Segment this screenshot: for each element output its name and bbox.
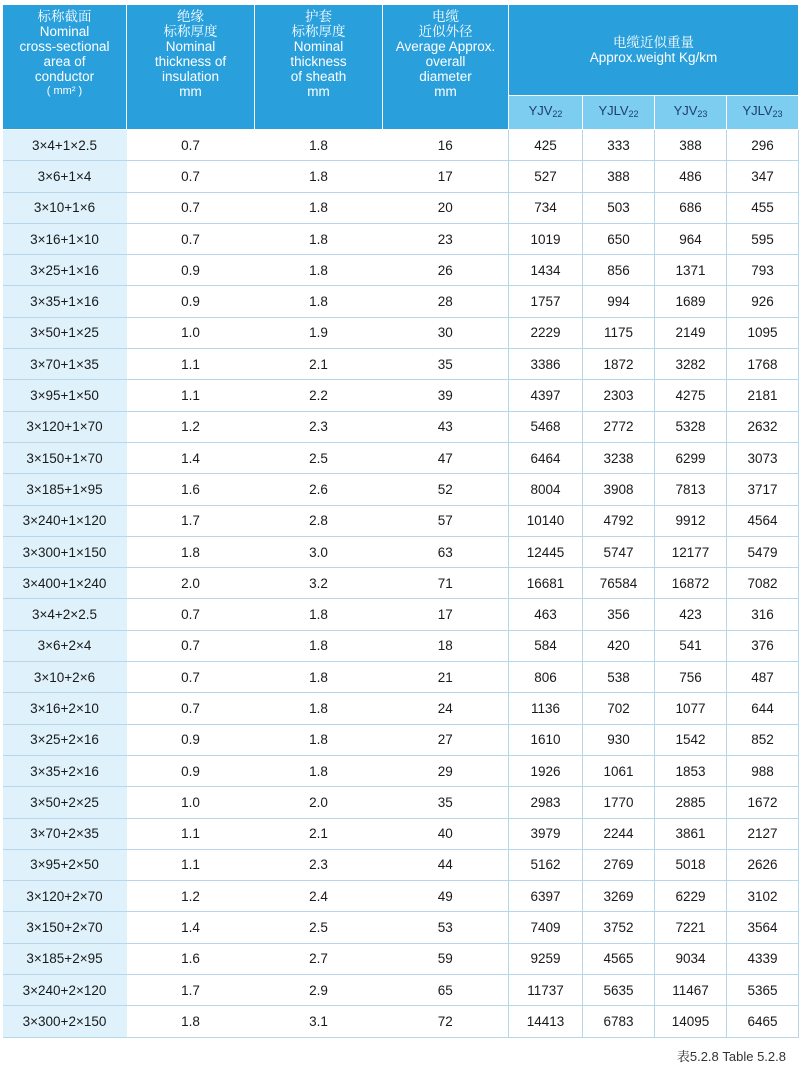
- conductor-cell: 3×240+1×120: [3, 505, 127, 536]
- yjlv23-cell: 926: [727, 286, 799, 317]
- header-sheath: 护套 标称厚度 Nominal thickness of sheath mm: [255, 5, 383, 130]
- table-row: [3, 693, 799, 724]
- sheath-cell: 3.0: [255, 536, 383, 567]
- insulation-cell: 0.7: [127, 192, 255, 223]
- table-row: [3, 787, 799, 818]
- conductor-cell: 3×6+2×4: [3, 630, 127, 661]
- subheader-yjlv23: $YJLV_{23}$: [727, 96, 799, 130]
- yjv22-cell: 1136: [509, 693, 583, 724]
- table-row: [3, 1006, 799, 1037]
- yjv22-cell: 2983: [509, 787, 583, 818]
- diameter-cell: 35: [383, 787, 509, 818]
- yjlv23-cell: 852: [727, 724, 799, 755]
- yjlv23-cell: 2626: [727, 849, 799, 880]
- yjv23-cell: 11467: [655, 975, 727, 1006]
- diameter-cell: 47: [383, 442, 509, 473]
- diameter-cell: 17: [383, 161, 509, 192]
- insulation-cell: 1.8: [127, 1006, 255, 1037]
- conductor-cell: 3×4+2×2.5: [3, 599, 127, 630]
- insulation-cell: 1.1: [127, 349, 255, 380]
- conductor-cell: 3×16+1×10: [3, 223, 127, 254]
- yjlv22-cell: 2772: [583, 411, 655, 442]
- diameter-cell: 26: [383, 255, 509, 286]
- conductor-cell: 3×95+1×50: [3, 380, 127, 411]
- table-row: [3, 223, 799, 254]
- diameter-cell: 52: [383, 474, 509, 505]
- sheath-cell: 2.8: [255, 505, 383, 536]
- yjlv23-cell: 3717: [727, 474, 799, 505]
- yjlv22-cell: 856: [583, 255, 655, 286]
- diameter-cell: 17: [383, 599, 509, 630]
- sheath-cell: 2.5: [255, 912, 383, 943]
- table-row: [3, 818, 799, 849]
- yjv22-cell: 463: [509, 599, 583, 630]
- diameter-cell: 27: [383, 724, 509, 755]
- yjv23-cell: 541: [655, 630, 727, 661]
- yjv22-cell: 9259: [509, 943, 583, 974]
- subheader-yjv22: $YJV_{22}$: [509, 96, 583, 130]
- table-row: [3, 943, 799, 974]
- yjv22-cell: 425: [509, 130, 583, 161]
- yjlv22-cell: 3752: [583, 912, 655, 943]
- yjlv23-cell: 296: [727, 130, 799, 161]
- sheath-cell: 1.8: [255, 286, 383, 317]
- sheath-cell: 2.3: [255, 849, 383, 880]
- sheath-cell: 1.8: [255, 192, 383, 223]
- header-weight: 电缆近似重量 Approx.weight Kg/km: [509, 5, 799, 96]
- sheath-cell: 2.3: [255, 411, 383, 442]
- table-row: [3, 192, 799, 223]
- yjlv23-cell: 5365: [727, 975, 799, 1006]
- sheath-cell: 2.0: [255, 787, 383, 818]
- sheath-cell: 2.5: [255, 442, 383, 473]
- yjv22-cell: 6464: [509, 442, 583, 473]
- sheath-cell: 2.2: [255, 380, 383, 411]
- yjv23-cell: 4275: [655, 380, 727, 411]
- insulation-cell: 1.8: [127, 536, 255, 567]
- conductor-cell: 3×16+2×10: [3, 693, 127, 724]
- insulation-cell: 0.7: [127, 223, 255, 254]
- sheath-cell: 2.4: [255, 881, 383, 912]
- yjlv23-cell: 316: [727, 599, 799, 630]
- sheath-cell: 1.8: [255, 255, 383, 286]
- yjlv23-cell: 1768: [727, 349, 799, 380]
- yjv23-cell: 1542: [655, 724, 727, 755]
- yjlv22-cell: 3269: [583, 881, 655, 912]
- diameter-cell: 24: [383, 693, 509, 724]
- yjv23-cell: 964: [655, 223, 727, 254]
- table-row: [3, 380, 799, 411]
- yjlv23-cell: 5479: [727, 536, 799, 567]
- table-row: [3, 755, 799, 786]
- yjv22-cell: 5468: [509, 411, 583, 442]
- conductor-cell: 3×4+1×2.5: [3, 130, 127, 161]
- sheath-cell: 2.1: [255, 818, 383, 849]
- yjv22-cell: 4397: [509, 380, 583, 411]
- insulation-cell: 1.6: [127, 943, 255, 974]
- yjv22-cell: 3386: [509, 349, 583, 380]
- insulation-cell: 1.1: [127, 818, 255, 849]
- insulation-cell: 1.7: [127, 975, 255, 1006]
- table-row: [3, 881, 799, 912]
- table-row: [3, 630, 799, 661]
- insulation-cell: 1.1: [127, 849, 255, 880]
- yjlv23-cell: 3073: [727, 442, 799, 473]
- yjv23-cell: 12177: [655, 536, 727, 567]
- yjlv23-cell: 455: [727, 192, 799, 223]
- yjv23-cell: 388: [655, 130, 727, 161]
- yjlv22-cell: 420: [583, 630, 655, 661]
- yjlv22-cell: 333: [583, 130, 655, 161]
- yjlv22-cell: 4792: [583, 505, 655, 536]
- yjlv23-cell: 7082: [727, 568, 799, 599]
- conductor-cell: 3×300+2×150: [3, 1006, 127, 1037]
- conductor-cell: 3×35+2×16: [3, 755, 127, 786]
- diameter-cell: 57: [383, 505, 509, 536]
- table-body: [3, 130, 799, 1038]
- conductor-cell: 3×50+1×25: [3, 317, 127, 348]
- insulation-cell: 1.6: [127, 474, 255, 505]
- yjlv22-cell: 1175: [583, 317, 655, 348]
- yjv23-cell: 9912: [655, 505, 727, 536]
- insulation-cell: 1.4: [127, 912, 255, 943]
- yjv22-cell: 1019: [509, 223, 583, 254]
- yjlv23-cell: 1672: [727, 787, 799, 818]
- yjlv23-cell: 376: [727, 630, 799, 661]
- insulation-cell: 0.9: [127, 724, 255, 755]
- diameter-cell: 23: [383, 223, 509, 254]
- yjlv22-cell: 538: [583, 662, 655, 693]
- yjlv23-cell: 487: [727, 662, 799, 693]
- yjv22-cell: 11737: [509, 975, 583, 1006]
- diameter-cell: 29: [383, 755, 509, 786]
- conductor-cell: 3×50+2×25: [3, 787, 127, 818]
- yjv23-cell: 2885: [655, 787, 727, 818]
- header-conductor: 标称截面 Nominal cross-sectional area of conductor ( mm² ): [3, 5, 127, 130]
- table-row: [3, 286, 799, 317]
- yjlv23-cell: 595: [727, 223, 799, 254]
- yjlv23-cell: 2181: [727, 380, 799, 411]
- sheath-cell: 2.7: [255, 943, 383, 974]
- diameter-cell: 21: [383, 662, 509, 693]
- yjlv22-cell: 5635: [583, 975, 655, 1006]
- yjv23-cell: 1689: [655, 286, 727, 317]
- sheath-cell: 1.9: [255, 317, 383, 348]
- yjv22-cell: 6397: [509, 881, 583, 912]
- table-row: [3, 349, 799, 380]
- header-insulation: 绝缘 标称厚度 Nominal thickness of insulation mm: [127, 5, 255, 130]
- yjv23-cell: 1077: [655, 693, 727, 724]
- table-row: [3, 442, 799, 473]
- sheath-cell: 1.8: [255, 599, 383, 630]
- yjv22-cell: 1926: [509, 755, 583, 786]
- yjv23-cell: 1371: [655, 255, 727, 286]
- diameter-cell: 18: [383, 630, 509, 661]
- table-row: [3, 568, 799, 599]
- yjlv22-cell: 2769: [583, 849, 655, 880]
- yjlv23-cell: 6465: [727, 1006, 799, 1037]
- yjlv22-cell: 388: [583, 161, 655, 192]
- conductor-cell: 3×150+1×70: [3, 442, 127, 473]
- conductor-cell: 3×10+2×6: [3, 662, 127, 693]
- table-row: [3, 724, 799, 755]
- yjlv22-cell: 2244: [583, 818, 655, 849]
- yjlv23-cell: 3564: [727, 912, 799, 943]
- table-row: [3, 912, 799, 943]
- diameter-cell: 71: [383, 568, 509, 599]
- insulation-cell: 0.7: [127, 630, 255, 661]
- yjv23-cell: 486: [655, 161, 727, 192]
- conductor-cell: 3×35+1×16: [3, 286, 127, 317]
- yjlv23-cell: 988: [727, 755, 799, 786]
- header-row: [3, 5, 799, 96]
- conductor-cell: 3×120+2×70: [3, 881, 127, 912]
- conductor-cell: 3×240+2×120: [3, 975, 127, 1006]
- insulation-cell: 0.9: [127, 755, 255, 786]
- yjv23-cell: 14095: [655, 1006, 727, 1037]
- diameter-cell: 35: [383, 349, 509, 380]
- table-row: [3, 161, 799, 192]
- yjv22-cell: 7409: [509, 912, 583, 943]
- insulation-cell: 1.0: [127, 317, 255, 348]
- yjv22-cell: 3979: [509, 818, 583, 849]
- diameter-cell: 30: [383, 317, 509, 348]
- conductor-cell: 3×185+2×95: [3, 943, 127, 974]
- yjlv22-cell: 356: [583, 599, 655, 630]
- insulation-cell: 1.2: [127, 411, 255, 442]
- yjlv23-cell: 4564: [727, 505, 799, 536]
- yjv22-cell: 12445: [509, 536, 583, 567]
- yjv23-cell: 9034: [655, 943, 727, 974]
- table-row: [3, 317, 799, 348]
- yjlv23-cell: 347: [727, 161, 799, 192]
- yjlv22-cell: 76584: [583, 568, 655, 599]
- table-row: [3, 130, 799, 161]
- yjv23-cell: 1853: [655, 755, 727, 786]
- insulation-cell: 1.1: [127, 380, 255, 411]
- yjlv23-cell: 3102: [727, 881, 799, 912]
- sheath-cell: 2.6: [255, 474, 383, 505]
- yjlv23-cell: 793: [727, 255, 799, 286]
- sheath-cell: 1.8: [255, 130, 383, 161]
- yjv23-cell: 3282: [655, 349, 727, 380]
- yjlv22-cell: 4565: [583, 943, 655, 974]
- table-row: [3, 255, 799, 286]
- conductor-cell: 3×300+1×150: [3, 536, 127, 567]
- yjv22-cell: 8004: [509, 474, 583, 505]
- yjv22-cell: 14413: [509, 1006, 583, 1037]
- diameter-cell: 72: [383, 1006, 509, 1037]
- yjv22-cell: 1610: [509, 724, 583, 755]
- yjv23-cell: 2149: [655, 317, 727, 348]
- table-row: [3, 975, 799, 1006]
- sheath-cell: 3.1: [255, 1006, 383, 1037]
- yjv23-cell: 423: [655, 599, 727, 630]
- sheath-cell: 1.8: [255, 630, 383, 661]
- conductor-cell: 3×150+2×70: [3, 912, 127, 943]
- yjv22-cell: 584: [509, 630, 583, 661]
- conductor-cell: 3×70+2×35: [3, 818, 127, 849]
- insulation-cell: 1.2: [127, 881, 255, 912]
- yjlv22-cell: 702: [583, 693, 655, 724]
- table-row: [3, 505, 799, 536]
- table-row: [3, 849, 799, 880]
- insulation-cell: 1.7: [127, 505, 255, 536]
- conductor-cell: 3×25+2×16: [3, 724, 127, 755]
- sheath-cell: 3.2: [255, 568, 383, 599]
- yjv22-cell: 5162: [509, 849, 583, 880]
- insulation-cell: 0.7: [127, 130, 255, 161]
- insulation-cell: 0.7: [127, 599, 255, 630]
- insulation-cell: 0.7: [127, 662, 255, 693]
- sheath-cell: 1.8: [255, 161, 383, 192]
- yjv22-cell: 527: [509, 161, 583, 192]
- yjv23-cell: 756: [655, 662, 727, 693]
- yjv23-cell: 686: [655, 192, 727, 223]
- cable-spec-table: [2, 4, 799, 1038]
- insulation-cell: 0.9: [127, 255, 255, 286]
- yjlv22-cell: 2303: [583, 380, 655, 411]
- conductor-cell: 3×400+1×240: [3, 568, 127, 599]
- table-row: [3, 474, 799, 505]
- table-caption: 表5.2.8 Table 5.2.8: [676, 1049, 786, 1064]
- insulation-cell: 1.0: [127, 787, 255, 818]
- yjv22-cell: 16681: [509, 568, 583, 599]
- conductor-cell: 3×70+1×35: [3, 349, 127, 380]
- insulation-cell: 0.9: [127, 286, 255, 317]
- table-row: [3, 599, 799, 630]
- yjv23-cell: 6229: [655, 881, 727, 912]
- yjv22-cell: 1757: [509, 286, 583, 317]
- sheath-cell: 1.8: [255, 662, 383, 693]
- diameter-cell: 65: [383, 975, 509, 1006]
- yjlv22-cell: 930: [583, 724, 655, 755]
- insulation-cell: 2.0: [127, 568, 255, 599]
- diameter-cell: 40: [383, 818, 509, 849]
- table-row: [3, 411, 799, 442]
- table-row: [3, 662, 799, 693]
- yjlv22-cell: 1061: [583, 755, 655, 786]
- sheath-cell: 1.8: [255, 223, 383, 254]
- yjlv22-cell: 1770: [583, 787, 655, 818]
- yjlv22-cell: 503: [583, 192, 655, 223]
- insulation-cell: 0.7: [127, 693, 255, 724]
- diameter-cell: 63: [383, 536, 509, 567]
- insulation-cell: 1.4: [127, 442, 255, 473]
- yjv22-cell: 2229: [509, 317, 583, 348]
- yjv23-cell: 5328: [655, 411, 727, 442]
- conductor-cell: 3×120+1×70: [3, 411, 127, 442]
- diameter-cell: 59: [383, 943, 509, 974]
- yjv23-cell: 7813: [655, 474, 727, 505]
- yjv23-cell: 6299: [655, 442, 727, 473]
- conductor-cell: 3×25+1×16: [3, 255, 127, 286]
- yjlv22-cell: 650: [583, 223, 655, 254]
- conductor-cell: 3×10+1×6: [3, 192, 127, 223]
- diameter-cell: 39: [383, 380, 509, 411]
- yjlv22-cell: 994: [583, 286, 655, 317]
- subheader-yjv23: $YJV_{23}$: [655, 96, 727, 130]
- diameter-cell: 16: [383, 130, 509, 161]
- yjlv23-cell: 1095: [727, 317, 799, 348]
- yjlv22-cell: 6783: [583, 1006, 655, 1037]
- diameter-cell: 44: [383, 849, 509, 880]
- diameter-cell: 49: [383, 881, 509, 912]
- yjlv22-cell: 5747: [583, 536, 655, 567]
- yjv23-cell: 5018: [655, 849, 727, 880]
- sheath-cell: 2.9: [255, 975, 383, 1006]
- yjv23-cell: 16872: [655, 568, 727, 599]
- diameter-cell: 20: [383, 192, 509, 223]
- yjlv22-cell: 3238: [583, 442, 655, 473]
- yjlv23-cell: 2127: [727, 818, 799, 849]
- sheath-cell: 1.8: [255, 755, 383, 786]
- yjv23-cell: 7221: [655, 912, 727, 943]
- yjv22-cell: 1434: [509, 255, 583, 286]
- diameter-cell: 43: [383, 411, 509, 442]
- yjlv23-cell: 644: [727, 693, 799, 724]
- insulation-cell: 0.7: [127, 161, 255, 192]
- conductor-cell: 3×185+1×95: [3, 474, 127, 505]
- conductor-cell: 3×95+2×50: [3, 849, 127, 880]
- yjlv22-cell: 1872: [583, 349, 655, 380]
- yjv22-cell: 10140: [509, 505, 583, 536]
- yjlv22-cell: 3908: [583, 474, 655, 505]
- sheath-cell: 2.1: [255, 349, 383, 380]
- yjv22-cell: 806: [509, 662, 583, 693]
- conductor-cell: 3×6+1×4: [3, 161, 127, 192]
- yjv22-cell: 734: [509, 192, 583, 223]
- sheath-cell: 1.8: [255, 724, 383, 755]
- yjv23-cell: 3861: [655, 818, 727, 849]
- diameter-cell: 28: [383, 286, 509, 317]
- yjlv23-cell: 2632: [727, 411, 799, 442]
- table-row: [3, 536, 799, 567]
- diameter-cell: 53: [383, 912, 509, 943]
- subheader-yjlv22: $YJLV_{22}$: [583, 96, 655, 130]
- sheath-cell: 1.8: [255, 693, 383, 724]
- header-diameter: 电缆 近似外径 Average Approx. overall diameter mm: [383, 5, 509, 130]
- yjlv23-cell: 4339: [727, 943, 799, 974]
